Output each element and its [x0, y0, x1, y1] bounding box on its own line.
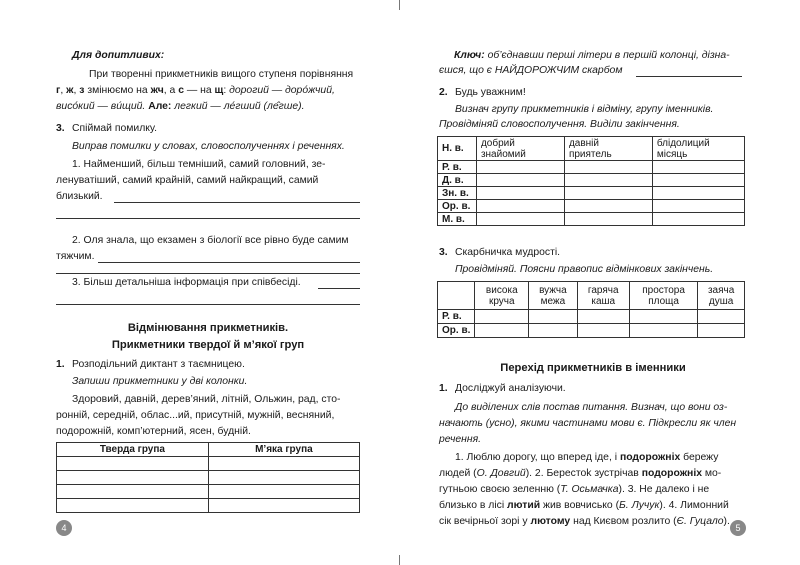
table-cell[interactable]: [652, 174, 744, 187]
table-cell[interactable]: [57, 499, 209, 513]
exercise-text: 2. Оля знала, що екзамен з біології все рівно буде самим: [72, 235, 349, 246]
key-label: Ключ:: [454, 50, 485, 61]
answer-line[interactable]: [56, 304, 360, 305]
row-label: Ор. в.: [438, 200, 477, 213]
table-cell[interactable]: [652, 200, 744, 213]
table-cell[interactable]: [652, 161, 744, 174]
key-text: об’єднавши перші літери в першій колонці, дізна-: [484, 50, 730, 61]
section-subtitle: Прикметники твердої й м’якої груп: [111, 339, 305, 351]
dictation-table: [56, 442, 360, 513]
row-label: Р. в.: [438, 310, 475, 324]
literary-text: близько в лісі лютий жив вовчисько (Б. Лучук). 4. Лимонний: [439, 500, 729, 511]
word-list: Здоровий, давній, дерев’яний, літній, Ольжин, рад, сто-: [72, 394, 341, 405]
table-cell[interactable]: [564, 174, 652, 187]
table-cell[interactable]: [698, 310, 745, 324]
page-number: 4: [56, 520, 72, 536]
table-cell[interactable]: [529, 310, 577, 324]
exercise-title: Скарбничка мудрості.: [455, 247, 561, 258]
exercise-instruction: Виправ помилки у словах, словосполученнях і реченнях.: [72, 141, 345, 152]
exercise-number: 2.: [439, 87, 448, 98]
exercise-text: ленуватіший, самий крайній, самий найкращий, самий: [56, 175, 319, 186]
row-label: Р. в.: [438, 161, 477, 174]
table-cell[interactable]: [475, 310, 529, 324]
table-cell[interactable]: [564, 200, 652, 213]
answer-line[interactable]: [56, 218, 360, 219]
column-header-soft: М’яка група: [208, 443, 359, 457]
answer-line[interactable]: [318, 288, 360, 289]
page-number: 5: [730, 520, 746, 536]
column-header-hard: Тверда група: [57, 443, 209, 457]
row-label: Ор. в.: [438, 324, 475, 338]
key-line: єшся, що є НАЙДОРОЖЧИМ скарбом: [439, 65, 623, 76]
section-title: Перехід прикметників в іменники: [500, 362, 686, 374]
table-cell[interactable]: [476, 187, 564, 200]
table-cell[interactable]: [577, 310, 629, 324]
answer-line[interactable]: [98, 262, 360, 263]
table-cell[interactable]: [476, 200, 564, 213]
exercise-number: 1.: [56, 359, 65, 370]
curious-line: г, ж, з змінюємо на жч, а с — на щ: дорогий — доро́жчий,: [56, 85, 335, 96]
key-line: [454, 49, 730, 63]
exercise-instruction: Провідміняй. Поясни правопис відмінкових закінчень.: [455, 264, 714, 275]
table-cell[interactable]: [475, 324, 529, 338]
table-cell[interactable]: [577, 324, 629, 338]
table-cell[interactable]: [564, 161, 652, 174]
word-list: ронній, середній, облас...ий, присутній, мужній, весняний,: [56, 410, 335, 421]
exercise-text: 3. Більш детальніша інформація при співбесіді.: [72, 277, 301, 288]
phrase-cell: заяча душа: [698, 282, 745, 310]
table-cell[interactable]: [629, 324, 697, 338]
phrase-cell: простора площа: [629, 282, 697, 310]
table-cell[interactable]: [57, 485, 209, 499]
exercise-instruction: начають (усно), якими частинами мови є. Підкресли як член: [439, 418, 737, 429]
table-cell[interactable]: [529, 324, 577, 338]
exercise-number: 3.: [439, 247, 448, 258]
table-cell[interactable]: [208, 499, 359, 513]
table-cell[interactable]: [476, 174, 564, 187]
curious-title: Для допитливих:: [72, 50, 165, 61]
table-cell[interactable]: [208, 457, 359, 471]
table-cell[interactable]: [652, 213, 744, 226]
row-label: Н. в.: [438, 137, 477, 161]
table-cell[interactable]: [57, 457, 209, 471]
section-title: Відмінювання прикметників.: [127, 322, 289, 334]
exercise-title: Розподільний диктант з таємницею.: [72, 359, 245, 370]
exercise-number: 3.: [56, 123, 65, 134]
answer-line[interactable]: [56, 273, 360, 274]
answer-line[interactable]: [636, 76, 742, 77]
exercise-text: близький.: [56, 191, 103, 202]
table-cell[interactable]: [564, 213, 652, 226]
exercise-instruction: Запиши прикметники у дві колонки.: [72, 376, 248, 387]
declension-table-1: [437, 136, 745, 226]
answer-line[interactable]: [114, 202, 360, 203]
literary-text: 1. Люблю дорогу, що вперед іде, і подорожніх бережу: [455, 452, 719, 463]
row-label: Д. в.: [438, 174, 477, 187]
word-list: подорожній, комп’ютерний, ясен, будній.: [56, 426, 251, 437]
exercise-instruction: речення.: [439, 434, 482, 445]
row-label: Зн. в.: [438, 187, 477, 200]
phrase-cell: вужча межа: [529, 282, 577, 310]
table-cell[interactable]: [476, 161, 564, 174]
exercise-title: Будь уважним!: [455, 87, 526, 98]
exercise-text: 1. Найменший, більш темніший, самий головний, зе-: [72, 159, 326, 170]
exercise-title: Досліджуй аналізуючи.: [455, 383, 566, 394]
phrase-cell: висока круча: [475, 282, 529, 310]
exercise-text: тяжчим.: [56, 251, 95, 262]
curious-line: висо́кий — ви́щий. Але: легкий — ле́гший (ле̂гше).: [56, 101, 305, 112]
phrase-cell: блідолиций місяць: [652, 137, 744, 161]
exercise-number: 1.: [439, 383, 448, 394]
curious-line: При творенні прикметників вищого ступеня порівняння: [89, 69, 354, 80]
table-cell[interactable]: [564, 187, 652, 200]
table-cell[interactable]: [57, 471, 209, 485]
phrase-cell: давній приятель: [564, 137, 652, 161]
exercise-instruction: До виділених слів постав питання. Визнач, що вони оз-: [455, 402, 728, 413]
literary-text: гутньою своєю зеленню (Т. Осьмачка). 3. Не далеко і не: [439, 484, 710, 495]
table-cell[interactable]: [208, 485, 359, 499]
row-label: М. в.: [438, 213, 477, 226]
phrase-cell: добрий знайомий: [476, 137, 564, 161]
table-cell[interactable]: [652, 187, 744, 200]
literary-text: людей (О. Довгий). 2. Берестоk зустрічав подорожніх мо-: [439, 468, 722, 479]
table-cell[interactable]: [629, 310, 697, 324]
corner-cell: [438, 282, 475, 310]
exercise-instruction: Провідміняй словосполучення. Виділи закінчення.: [439, 119, 680, 130]
table-cell[interactable]: [698, 324, 745, 338]
phrase-cell: гаряча каша: [577, 282, 629, 310]
exercise-instruction: Визнач групу прикметників і відміну, групу іменників.: [455, 104, 714, 115]
table-cell[interactable]: [208, 471, 359, 485]
declension-table-2: [437, 281, 745, 338]
right-page: [400, 0, 800, 565]
exercise-title: Спіймай помилку.: [72, 123, 157, 134]
literary-text: сік вечірньої зорі у лютому над Києвом розлито (Є. Гуцало).: [439, 516, 730, 527]
table-cell[interactable]: [476, 213, 564, 226]
